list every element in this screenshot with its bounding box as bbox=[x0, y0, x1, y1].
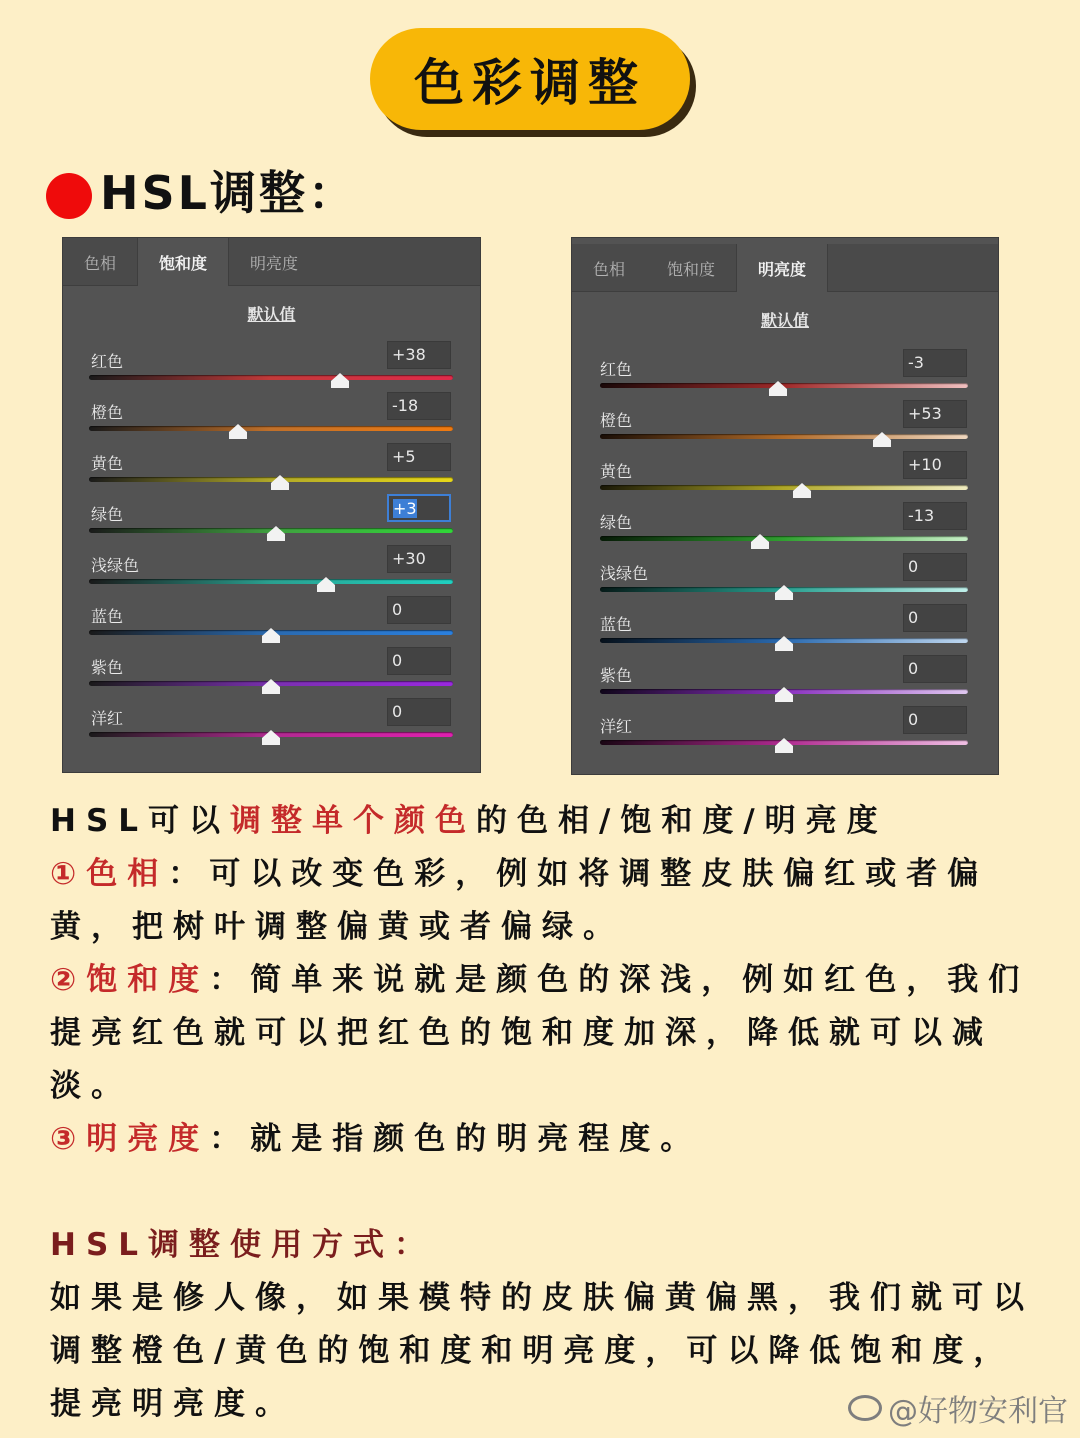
slider-value-input[interactable] bbox=[903, 349, 967, 377]
slider-label: 橙色 bbox=[91, 403, 124, 422]
luminance-text: ：就是指颜色的明亮程度。 bbox=[209, 1121, 702, 1157]
luminance-paragraph bbox=[50, 1113, 1040, 1166]
hue-text: ：可以改变色彩，例如将调整皮肤偏红或者偏黄，把树叶调整偏黄或者偏绿。 bbox=[50, 856, 989, 945]
slider-value-text: +53 bbox=[908, 404, 942, 423]
slider-row bbox=[63, 647, 480, 698]
hsl-saturation-panel bbox=[62, 237, 481, 773]
tab-luminance[interactable]: 明亮度 bbox=[250, 253, 299, 273]
slider-thumb[interactable] bbox=[331, 373, 349, 389]
red-bullet-icon bbox=[46, 173, 92, 219]
slider-value-text: +10 bbox=[908, 455, 942, 474]
slider-value-input[interactable] bbox=[387, 698, 451, 726]
slider-value-input[interactable] bbox=[903, 502, 967, 530]
slider-row bbox=[572, 604, 998, 655]
slider-track[interactable] bbox=[600, 434, 968, 439]
slider-label: 绿色 bbox=[91, 505, 124, 524]
slider-value-text: +38 bbox=[392, 345, 426, 364]
slider-value-text: +30 bbox=[392, 549, 426, 568]
slider-row bbox=[572, 349, 998, 400]
slider-value-text: 0 bbox=[392, 702, 403, 721]
slider-label: 蓝色 bbox=[600, 615, 633, 634]
slider-thumb[interactable] bbox=[775, 585, 793, 601]
default-link[interactable]: 默认值 bbox=[760, 311, 809, 330]
tab-hue[interactable]: 色相 bbox=[84, 253, 117, 273]
luminance-heading: ③明亮度 bbox=[50, 1121, 210, 1157]
slider-value-input[interactable] bbox=[387, 443, 451, 471]
slider-thumb[interactable] bbox=[262, 730, 280, 746]
slider-value-input[interactable] bbox=[903, 604, 967, 632]
slider-row bbox=[63, 698, 480, 749]
slider-list bbox=[63, 341, 480, 749]
slider-value-text: 0 bbox=[392, 651, 403, 670]
slider-label: 浅绿色 bbox=[91, 556, 140, 575]
panel-tabs bbox=[572, 244, 998, 292]
slider-thumb[interactable] bbox=[751, 534, 769, 550]
slider-track[interactable] bbox=[89, 375, 453, 380]
slider-label: 浅绿色 bbox=[600, 564, 649, 583]
hue-heading: ①色相 bbox=[50, 856, 169, 892]
panel-tabs bbox=[63, 238, 480, 286]
slider-value-input[interactable] bbox=[387, 392, 451, 420]
slider-thumb[interactable] bbox=[793, 483, 811, 499]
tab-hue[interactable]: 色相 bbox=[593, 259, 626, 279]
slider-track[interactable] bbox=[89, 426, 453, 431]
slider-label: 紫色 bbox=[600, 666, 633, 685]
slider-track[interactable] bbox=[600, 485, 968, 490]
slider-thumb[interactable] bbox=[267, 526, 285, 542]
slider-row bbox=[572, 553, 998, 604]
slider-value-input[interactable] bbox=[387, 494, 451, 522]
slider-row bbox=[572, 502, 998, 553]
section-title: HSL调整： bbox=[100, 166, 357, 220]
slider-label: 红色 bbox=[91, 352, 124, 371]
slider-value-input[interactable] bbox=[903, 553, 967, 581]
intro-highlight: 调整单个颜色 bbox=[230, 803, 477, 839]
slider-row bbox=[63, 443, 480, 494]
slider-thumb[interactable] bbox=[229, 424, 247, 440]
slider-value-text: 0 bbox=[908, 557, 919, 576]
saturation-text: ：简单来说就是颜色的深浅，例如红色，我们提亮红色就可以把红色的饱和度加深，降低就可以减淡。 bbox=[50, 962, 1030, 1104]
slider-value-text: +5 bbox=[392, 447, 416, 466]
slider-thumb[interactable] bbox=[775, 738, 793, 754]
slider-value-text: 0 bbox=[908, 710, 919, 729]
slider-list bbox=[572, 349, 998, 757]
slider-label: 橙色 bbox=[600, 411, 633, 430]
slider-value-input[interactable] bbox=[387, 545, 451, 573]
slider-row bbox=[572, 655, 998, 706]
slider-value-input[interactable] bbox=[903, 451, 967, 479]
slider-value-text: 0 bbox=[908, 659, 919, 678]
slider-thumb[interactable] bbox=[262, 628, 280, 644]
slider-thumb[interactable] bbox=[775, 687, 793, 703]
slider-label: 黄色 bbox=[600, 462, 633, 481]
default-link[interactable]: 默认值 bbox=[247, 305, 296, 324]
slider-value-input[interactable] bbox=[903, 706, 967, 734]
slider-label: 洋红 bbox=[600, 717, 633, 736]
hue-paragraph bbox=[50, 848, 1040, 954]
intro-text-a: HSL可以 bbox=[50, 803, 231, 839]
slider-label: 蓝色 bbox=[91, 607, 124, 626]
slider-value-input[interactable] bbox=[387, 647, 451, 675]
slider-label: 黄色 bbox=[91, 454, 124, 473]
slider-thumb[interactable] bbox=[317, 577, 335, 593]
slider-thumb[interactable] bbox=[271, 475, 289, 491]
usage-paragraph: 如果是修人像，如果模特的皮肤偏黄偏黑，我们就可以调整橙色/黄色的饱和度和明亮度，可以降低饱和度，提亮明亮度。 bbox=[50, 1280, 1034, 1422]
slider-row bbox=[572, 706, 998, 757]
slider-row bbox=[572, 400, 998, 451]
slider-label: 红色 bbox=[600, 360, 633, 379]
watermark-text: @好物安利官 bbox=[888, 1394, 1068, 1429]
saturation-paragraph bbox=[50, 954, 1040, 1113]
slider-label: 绿色 bbox=[600, 513, 633, 532]
slider-row bbox=[63, 494, 480, 545]
slider-track[interactable] bbox=[89, 579, 453, 584]
tab-saturation[interactable]: 饱和度 bbox=[667, 259, 716, 279]
slider-thumb[interactable] bbox=[262, 679, 280, 695]
section-header bbox=[46, 160, 357, 220]
usage-title: HSL调整使用方式： bbox=[50, 1227, 436, 1263]
saturation-heading: ②饱和度 bbox=[50, 962, 210, 998]
watermark bbox=[848, 1386, 1068, 1430]
slider-value-text: +3 bbox=[393, 499, 417, 518]
slider-value-input[interactable] bbox=[387, 596, 451, 624]
intro-paragraph bbox=[50, 795, 1040, 848]
slider-value-input[interactable] bbox=[903, 400, 967, 428]
slider-value-text: 0 bbox=[908, 608, 919, 627]
slider-row bbox=[63, 545, 480, 596]
slider-value-text: -3 bbox=[908, 353, 924, 372]
slider-thumb[interactable] bbox=[873, 432, 891, 448]
slider-label: 洋红 bbox=[91, 709, 124, 728]
slider-row bbox=[63, 596, 480, 647]
slider-label: 紫色 bbox=[91, 658, 124, 677]
slider-track[interactable] bbox=[600, 536, 968, 541]
slider-value-text: -18 bbox=[392, 396, 419, 415]
page-title: 色彩调整 bbox=[370, 28, 690, 130]
intro-text-c: 的色相/饱和度/明亮度 bbox=[476, 803, 888, 839]
slider-value-text: -13 bbox=[908, 506, 935, 525]
hsl-luminance-panel bbox=[571, 237, 999, 775]
slider-value-input[interactable] bbox=[903, 655, 967, 683]
tab-luminance[interactable]: 明亮度 bbox=[736, 244, 828, 292]
slider-value-input[interactable] bbox=[387, 341, 451, 369]
tab-saturation[interactable]: 饱和度 bbox=[137, 238, 229, 286]
slider-row bbox=[572, 451, 998, 502]
slider-row bbox=[63, 341, 480, 392]
slider-thumb[interactable] bbox=[769, 381, 787, 397]
slider-thumb[interactable] bbox=[775, 636, 793, 652]
slider-value-text: 0 bbox=[392, 600, 403, 619]
slider-row bbox=[63, 392, 480, 443]
weibo-icon bbox=[848, 1395, 882, 1421]
